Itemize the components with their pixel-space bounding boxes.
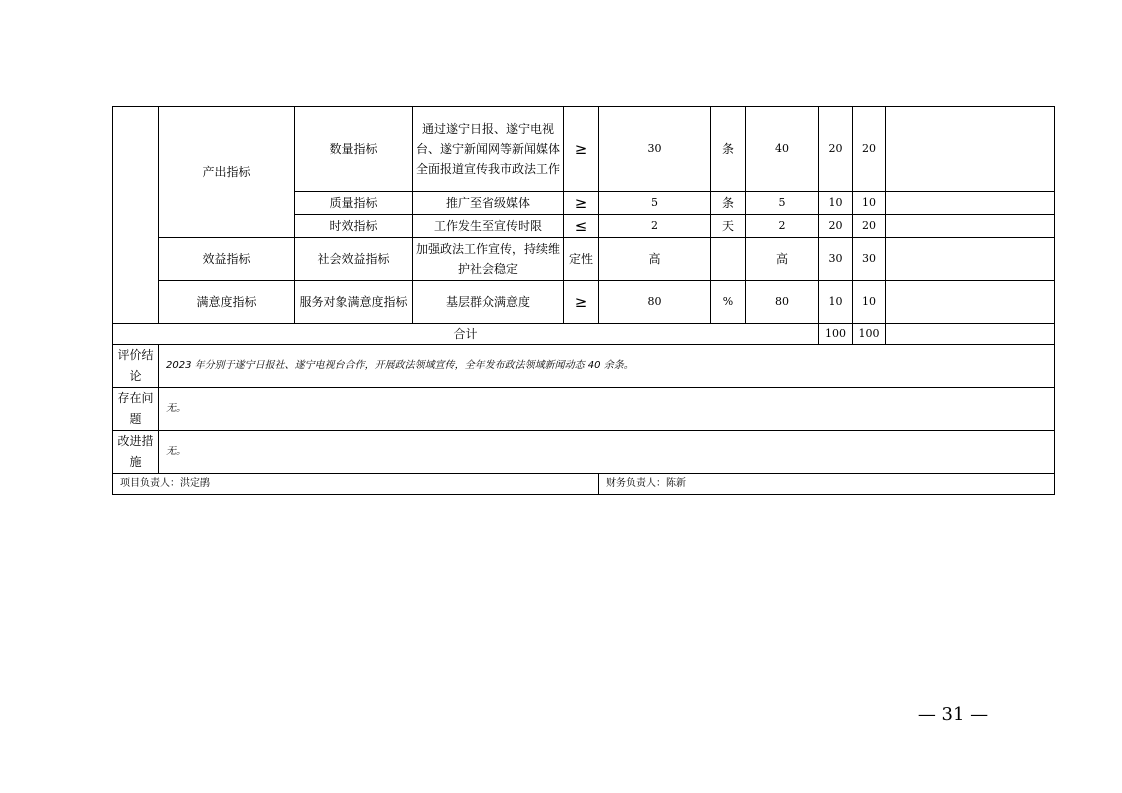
indicator-timeliness: 工作发生至宣传时限 (413, 215, 564, 238)
finance-lead: 财务负责人：陈新 (599, 474, 1055, 495)
total-score: 100 (853, 324, 886, 345)
symbol-quality: ≥ (564, 192, 599, 215)
table-row (113, 281, 1055, 324)
actual-quantity: 40 (746, 107, 819, 192)
symbol-satisfaction: ≥ (564, 281, 599, 324)
table-row (113, 107, 1055, 192)
indicator-quality: 推广至省级媒体 (413, 192, 564, 215)
symbol-timeliness: ≤ (564, 215, 599, 238)
target-timeliness: 2 (599, 215, 711, 238)
evaluation-row (113, 345, 1055, 388)
score-quality: 10 (853, 192, 886, 215)
level1-satisfaction: 满意度指标 (159, 281, 295, 324)
symbol-benefit: 定性 (564, 238, 599, 281)
weight-quality: 10 (819, 192, 853, 215)
score-quantity: 20 (853, 107, 886, 192)
total-note (886, 324, 1055, 345)
weight-quantity: 20 (819, 107, 853, 192)
score-benefit: 30 (853, 238, 886, 281)
level1-benefit: 效益指标 (159, 238, 295, 281)
unit-quantity: 条 (711, 107, 746, 192)
unit-timeliness: 天 (711, 215, 746, 238)
symbol-quantity: ≥ (564, 107, 599, 192)
target-benefit: 高 (599, 238, 711, 281)
actual-timeliness: 2 (746, 215, 819, 238)
note-timeliness (886, 215, 1055, 238)
actual-benefit: 高 (746, 238, 819, 281)
performance-evaluation-table (112, 106, 1055, 495)
unit-satisfaction: % (711, 281, 746, 324)
level1-output: 产出指标 (159, 107, 295, 238)
note-satisfaction (886, 281, 1055, 324)
note-quality (886, 192, 1055, 215)
note-quantity (886, 107, 1055, 192)
table-row (113, 238, 1055, 281)
level2-benefit: 社会效益指标 (295, 238, 413, 281)
improvements-label: 改进措施 (113, 431, 159, 474)
problems-row (113, 388, 1055, 431)
page-number: — 31 — (917, 704, 989, 725)
total-weight: 100 (819, 324, 853, 345)
actual-satisfaction: 80 (746, 281, 819, 324)
level2-satisfaction: 服务对象满意度指标 (295, 281, 413, 324)
evaluation-text: 2023 年分别于遂宁日报社、遂宁电视台合作，开展政法领域宣传，全年发布政法领域新闻动态 40 余条。 (159, 345, 1055, 388)
total-label: 合计 (113, 324, 819, 345)
actual-quality: 5 (746, 192, 819, 215)
total-row (113, 324, 1055, 345)
score-timeliness: 20 (853, 215, 886, 238)
indicator-benefit: 加强政法工作宣传，持续维护社会稳定 (413, 238, 564, 281)
target-satisfaction: 80 (599, 281, 711, 324)
level2-quantity: 数量指标 (295, 107, 413, 192)
score-satisfaction: 10 (853, 281, 886, 324)
weight-satisfaction: 10 (819, 281, 853, 324)
target-quantity: 30 (599, 107, 711, 192)
level0-cell (113, 107, 159, 324)
project-lead: 项目负责人：洪定鹃 (113, 474, 599, 495)
unit-quality: 条 (711, 192, 746, 215)
weight-benefit: 30 (819, 238, 853, 281)
level2-quality: 质量指标 (295, 192, 413, 215)
signature-row (113, 474, 1055, 495)
unit-benefit (711, 238, 746, 281)
evaluation-label: 评价结论 (113, 345, 159, 388)
improvements-text: 无。 (159, 431, 1055, 474)
weight-timeliness: 20 (819, 215, 853, 238)
improvements-row (113, 431, 1055, 474)
indicator-satisfaction: 基层群众满意度 (413, 281, 564, 324)
level2-timeliness: 时效指标 (295, 215, 413, 238)
note-benefit (886, 238, 1055, 281)
problems-label: 存在问题 (113, 388, 159, 431)
target-quality: 5 (599, 192, 711, 215)
indicator-quantity: 通过遂宁日报、遂宁电视台、遂宁新闻网等新闻媒体全面报道宣传我市政法工作 (413, 107, 564, 192)
problems-text: 无。 (159, 388, 1055, 431)
